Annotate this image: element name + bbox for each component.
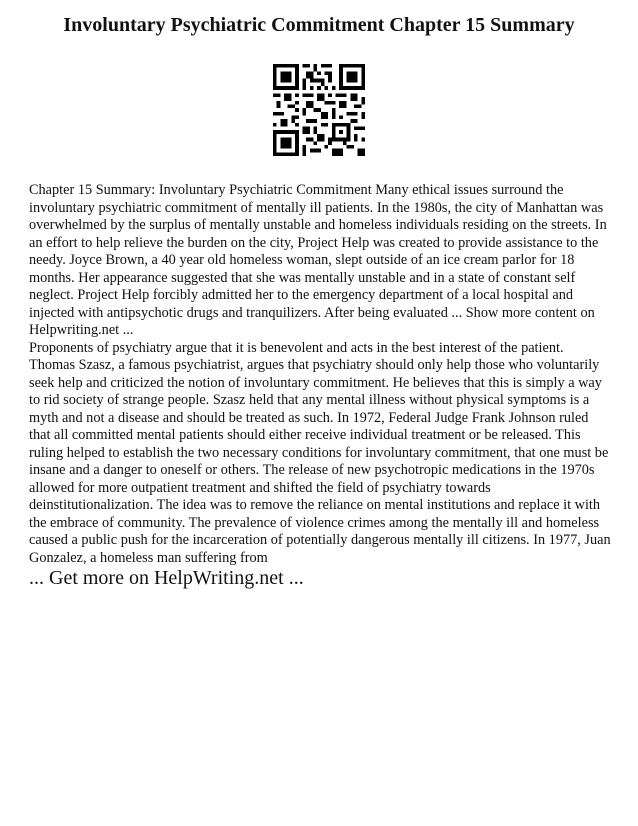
qr-code-graphic <box>273 64 365 156</box>
document-title: Involuntary Psychiatric Commitment Chapter 15 Summary <box>63 14 575 36</box>
paragraph-2: Proponents of psychiatry argue that it is benevolent and acts in the best interest of the patient. Thomas Szasz, a famous psychiatrist, argues that psychiatry should only help those who voluntarily seek help and criticized the notion of involuntary commitment. He believes that this is simply a way to rid society of strange people. Szasz held that any mental illness without physical symptoms is a myth and not a disease and should be treated as such. In 1972, Federal Judge Frank Johnson ruled that all committed mental patients should either receive individual treatment or be released. This ruling helped to establish the two necessary conditions for involuntary commitment, that one must be insane and a danger to oneself or others. The release of new psychotropic medications in the 1970s allowed for more outpatient treatment and shifted the field of psychiatry towards deinstitutionalization. The idea was to remove the reliance on mental institutions and replace it with the embrace of community. The prevalence of violence crimes among the mentally ill and homeless caused a public push for the incarceration of potentially dangerous mentally ill citizens. In 1977, Juan Gonzalez, a homeless man suffering from <box>29 339 611 566</box>
paragraph-1: Chapter 15 Summary: Involuntary Psychiatric Commitment Many ethical issues surround the involuntary psychiatric commitment of mentally ill patients. In the 1980s, the city of Manhattan was overwhelmed by the surplus of mentally unstable and homeless individuals residing on the streets. In an effort to help relieve the burden on the city, Project Help was created to provide assistance to the needy. Joyce Brown, a 40 year old homeless woman, slept outside of an ice cream parlor for 18 months. Her appearance suggested that she was mentally unstable and in a state of constant self neglect. Project Help forcibly admitted her to the emergency department of a local hospital and injected with antipsychotic drugs and tranquilizers. After being evaluated ... Show more content on Helpwriting.net ... <box>29 182 607 338</box>
get-more-link[interactable]: ... Get more on HelpWriting.net ... <box>29 567 304 589</box>
qr-code-icon[interactable] <box>273 64 365 156</box>
document-body <box>29 182 611 567</box>
